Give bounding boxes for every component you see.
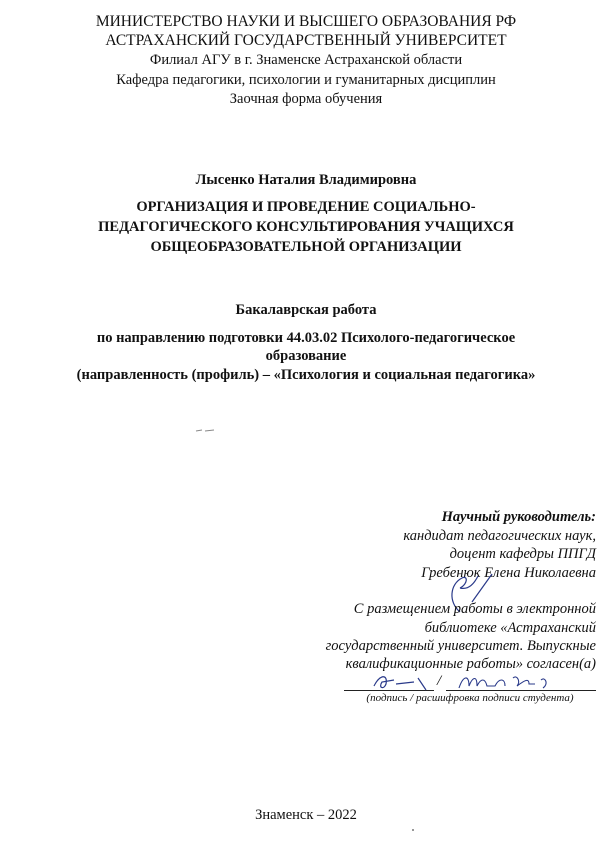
thesis-title-line-2: ПЕДАГОГИЧЕСКОГО КОНСУЛЬТИРОВАНИЯ УЧАЩИХСЯ bbox=[98, 219, 514, 235]
branch-line: Филиал АГУ в г. Знаменске Астраханской области bbox=[149, 52, 463, 68]
ministry-line: МИНИСТЕРСТВО НАУКИ И ВЫСШЕГО ОБРАЗОВАНИЯ РФ bbox=[95, 13, 517, 30]
scan-dot bbox=[411, 828, 415, 832]
supervisor-position: доцент кафедры ППГД bbox=[449, 546, 596, 562]
consent-line-1: С размещением работы в электронной bbox=[353, 601, 596, 617]
direction-line-1: по направлению подготовки 44.03.02 Психолого-педагогическое bbox=[96, 330, 516, 346]
student-signature bbox=[370, 670, 440, 694]
direction-line-2: образование bbox=[265, 348, 347, 364]
scan-mark bbox=[196, 428, 216, 434]
direction-line-3: (направленность (профиль) – «Психология и социальная педагогика» bbox=[76, 367, 536, 383]
work-type: Бакалаврская работа bbox=[235, 302, 377, 318]
consent-line-4: квалификационные работы» согласен(а) bbox=[345, 656, 596, 672]
thesis-title-line-1: ОРГАНИЗАЦИЯ И ПРОВЕДЕНИЕ СОЦИАЛЬНО- bbox=[136, 199, 476, 215]
signature-caption: (подпись / расшифровка подписи студента) bbox=[366, 692, 574, 704]
author-name: Лысенко Наталия Владимировна bbox=[195, 172, 417, 188]
department-line: Кафедра педагогики, психологии и гуманитарных дисциплин bbox=[116, 72, 496, 88]
consent-line-3: государственный университет. Выпускные bbox=[325, 638, 596, 654]
footer-city-year: Знаменск – 2022 bbox=[255, 807, 357, 823]
study-form-line: Заочная форма обучения bbox=[229, 91, 383, 107]
thesis-title-line-3: ОБЩЕОБРАЗОВАТЕЛЬНОЙ ОРГАНИЗАЦИИ bbox=[150, 239, 462, 255]
supervisor-label: Научный руководитель: bbox=[441, 509, 596, 525]
signature-separator: / bbox=[437, 673, 442, 689]
supervisor-degree: кандидат педагогических наук, bbox=[403, 528, 596, 544]
university-line: АСТРАХАНСКИЙ ГОСУДАРСТВЕННЫЙ УНИВЕРСИТЕТ bbox=[105, 32, 507, 49]
student-signature-decoding bbox=[455, 670, 555, 694]
consent-line-2: библиотеке «Астраханский bbox=[424, 620, 596, 636]
supervisor-name: Гребенюк Елена Николаевна bbox=[421, 565, 596, 581]
